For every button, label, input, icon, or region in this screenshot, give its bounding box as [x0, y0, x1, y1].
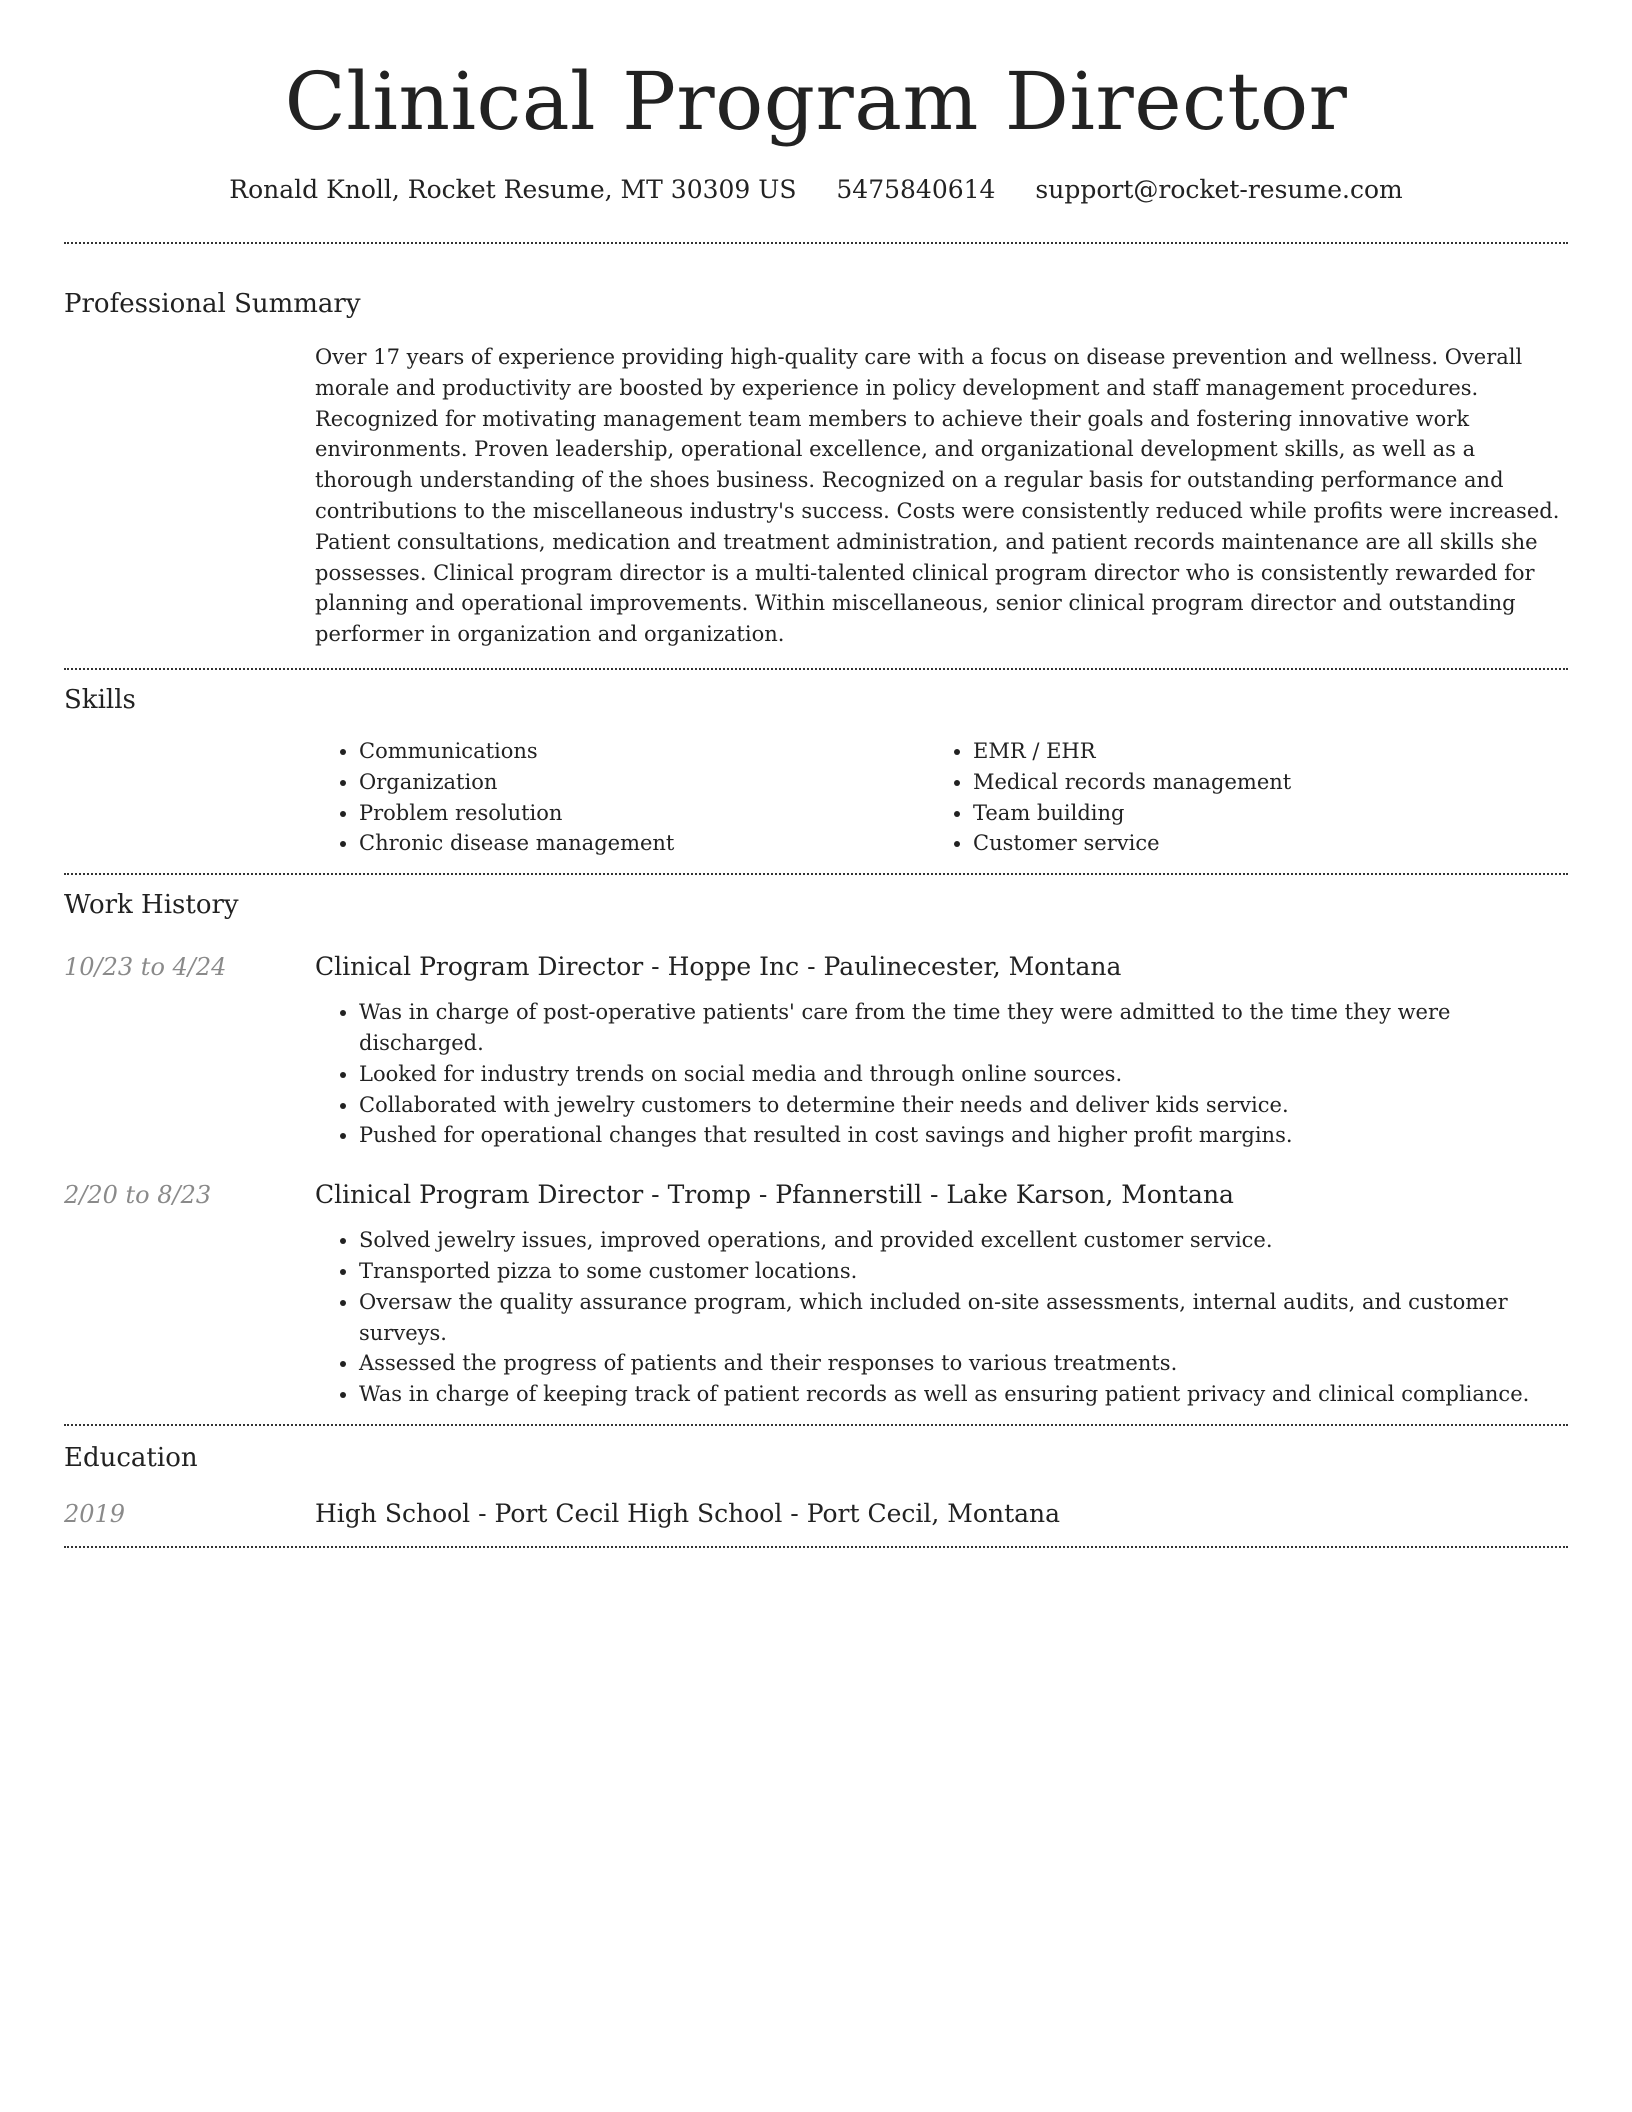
summary-heading: Professional Summary	[64, 289, 361, 319]
job-bullet: • Looked for industry trends on social media and through online sources.	[359, 1059, 1568, 1090]
skill-item: • EMR / EHR	[973, 736, 1543, 767]
education-year: 2019	[64, 1499, 126, 1528]
job-bullets	[315, 997, 1568, 1151]
job-heading: Clinical Program Director - Hoppe Inc - Paulinecester, Montana	[315, 952, 1122, 982]
section-divider	[64, 1424, 1568, 1426]
job-heading: Clinical Program Director - Tromp - Pfannerstill - Lake Karson, Montana	[315, 1180, 1234, 1210]
job-dates: 2/20 to 8/23	[64, 1181, 212, 1210]
job-bullet: • Assessed the progress of patients and their responses to various treatments.	[359, 1348, 1568, 1379]
skill-item: • Communications	[359, 736, 929, 767]
skills-column-left	[315, 736, 929, 859]
job-entry	[64, 949, 1568, 1151]
skill-item: • Chronic disease management	[359, 828, 929, 859]
section-divider	[64, 873, 1568, 875]
education-details	[315, 1496, 1568, 1532]
skills-list	[315, 736, 1568, 859]
skill-item: • Problem resolution	[359, 798, 929, 829]
skill-item: • Team building	[973, 798, 1543, 829]
skills-heading: Skills	[64, 684, 136, 715]
job-bullets	[315, 1225, 1568, 1410]
education-entry	[64, 1496, 1568, 1532]
job-entry	[64, 1177, 1568, 1410]
section-divider	[64, 1546, 1568, 1548]
job-bullet: • Solved jewelry issues, improved operations, and provided excellent customer service.	[359, 1225, 1568, 1256]
education-heading: Education	[64, 1442, 198, 1473]
resume-title: Clinical Program Director	[284, 55, 1348, 148]
job-bullet: • Was in charge of post-operative patients' care from the time they were admitted to the time they were discharged.	[359, 997, 1568, 1059]
skill-item: • Organization	[359, 767, 929, 798]
section-divider	[64, 668, 1568, 670]
skills-column-right	[929, 736, 1543, 859]
job-details	[315, 949, 1568, 1151]
contact-line	[64, 172, 1568, 208]
job-dates: 10/23 to 4/24	[64, 953, 227, 982]
skill-item: • Medical records management	[973, 767, 1543, 798]
resume-page	[64, 0, 1568, 1548]
contact-address: Ronald Knoll, Rocket Resume, MT 30309 US	[229, 175, 797, 204]
job-details	[315, 1177, 1568, 1410]
education-heading-line: High School - Port Cecil High School - Port Cecil, Montana	[315, 1498, 1061, 1528]
job-bullet: • Was in charge of keeping track of patient records as well as ensuring patient privacy and clinical compliance.	[359, 1379, 1568, 1410]
contact-email[interactable]: support@rocket-resume.com	[1035, 175, 1403, 204]
work-history-heading: Work History	[64, 890, 239, 921]
job-bullet: • Transported pizza to some customer locations.	[359, 1256, 1568, 1287]
job-bullet: • Collaborated with jewelry customers to determine their needs and deliver kids service.	[359, 1090, 1568, 1121]
section-divider	[64, 242, 1568, 244]
skill-item: • Customer service	[973, 828, 1543, 859]
summary-text: Over 17 years of experience providing high-quality care with a focus on disease prevention and wellness. Overall morale and productivity are boosted by experience in policy development and staff management procedures. Recognized for motivating management team members to achieve their goals and fostering innovative work environments. Proven leadership, operational excellence, and organizational development skills, as well as a thorough understanding of the shoes business. Recognized on a regular basis for outstanding performance and contributions to the miscellaneous industry's success. Costs were consistently reduced while profits were increased. Patient consultations, medication and treatment administration, and patient records maintenance are all skills she possesses. Clinical program director is a multi-talented clinical program director who is consistently rewarded for planning and operational improvements. Within miscellaneous, senior clinical program director and outstanding performer in organization and organization.	[315, 345, 1560, 647]
job-bullet: • Pushed for operational changes that resulted in cost savings and higher profit margins.	[359, 1120, 1568, 1151]
job-bullet: • Oversaw the quality assurance program, which included on-site assessments, internal audits, and customer surveys.	[359, 1287, 1568, 1349]
contact-phone: 5475840614	[836, 175, 996, 204]
